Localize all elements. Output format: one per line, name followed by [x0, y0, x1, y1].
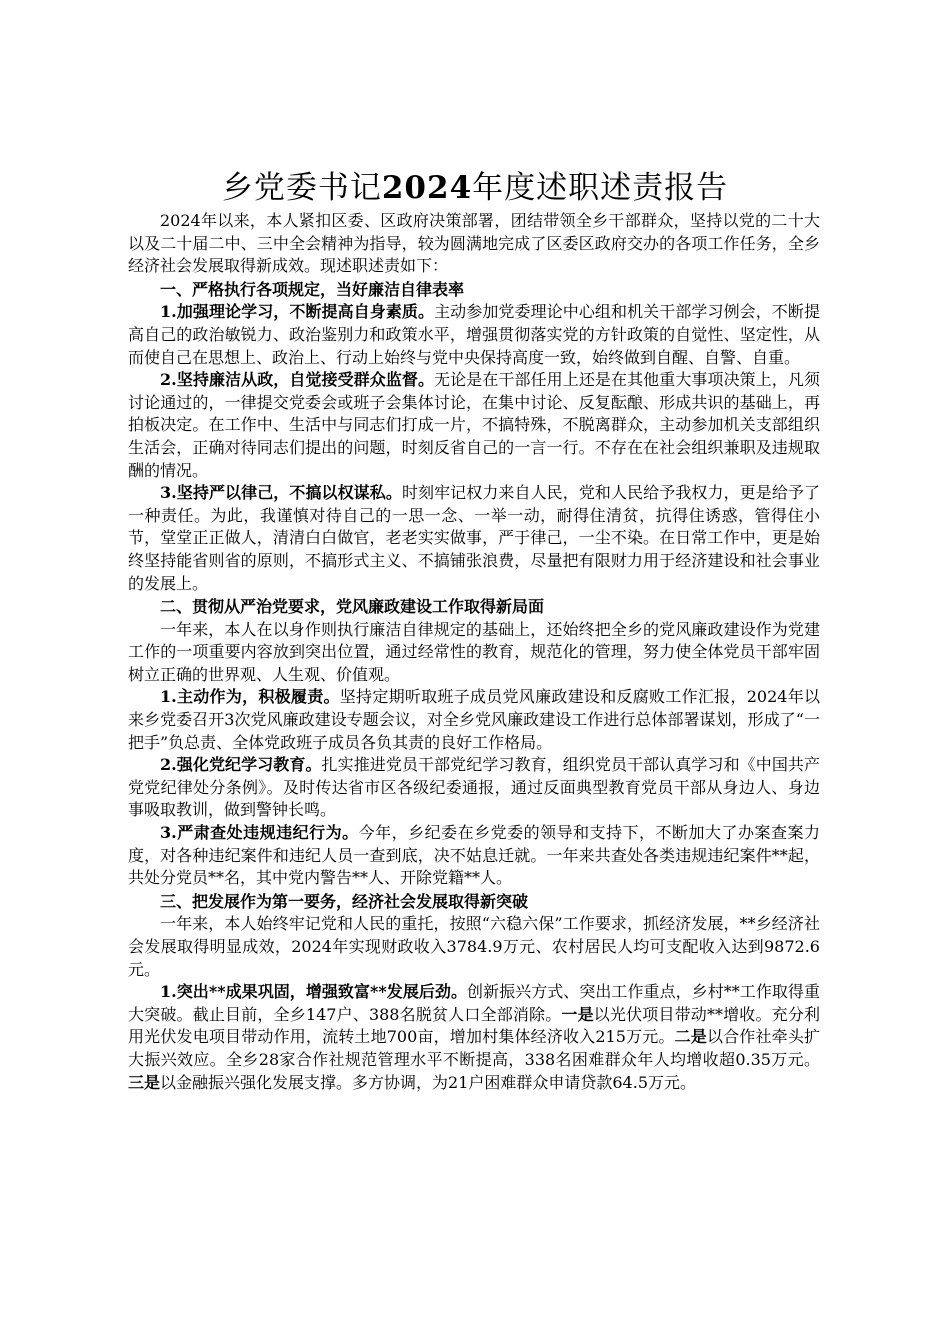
section-3-p1-b: 以光伏项目带动**增收。充分利用光伏发电项目带动作用，流转土地700亩，增加村集体经济收入215万元。: [128, 1004, 820, 1047]
title-suffix: 年度述职述责报告: [472, 170, 729, 206]
section-1-p1-text: 主动参加党委理论中心组和机关干部学习例会，不断提高自己的政治敏锐力、政治鉴别力和政策水平，增强贯彻落实党的方针政策的自觉性、坚定性，从而使自己在思想上、政治上、行动上始终与党中央保持高度一致，始终做到自醒、自警、自重。: [128, 302, 820, 367]
section-2-p2-lead: 2.强化党纪学习教育。: [160, 755, 322, 775]
section-1-paragraph-1: [128, 301, 820, 369]
section-1-heading: 一、严格执行各项规定，当好廉洁自律表率: [160, 279, 465, 299]
section-2-paragraph-2: [128, 754, 820, 822]
section-1-p1-lead: 1.加强理论学习，不断提高自身素质。: [160, 302, 435, 322]
intro-paragraph: 2024年以来，本人紧扣区委、区政府决策部署，团结带领全乡干部群众，坚持以党的二十大以及二十届二中、三中全会精神为指导，较为圆满地完成了区委区政府交办的各项工作任务，全乡经济社会发展取得新成效。现述职述责如下：: [128, 211, 820, 276]
section-3-p1-d-lead: 三是: [128, 1072, 161, 1092]
section-3-p1-lead: 1.突出**成果巩固，增强致富**发展后劲。: [160, 982, 468, 1002]
section-3-paragraph-1: [128, 981, 820, 1094]
section-2-p3-lead: 3.严肃查处违规违纪行为。: [160, 823, 359, 843]
section-2-intro: 一年来，本人在以身作则执行廉洁自律规定的基础上，还始终把全乡的党风廉政建设作为党建工作的一项重要内容放到突出位置，通过经常性的教育，规范化的管理，努力使全体党员干部牢固树立正确的世界观、人生观、价值观。: [128, 619, 820, 684]
section-2-paragraph-1: [128, 686, 820, 754]
section-2-p1-text: 坚持定期听取班子成员党风廉政建设和反腐败工作汇报，2024年以来乡党委召开3次党风廉政建设专题会议，对全乡党风廉政建设工作进行总体部署谋划，形成了“一把手”负总责、全体党政班子成员各负其责的良好工作格局。: [128, 687, 820, 752]
section-3-p1-c: 以合作社牵头扩大振兴效应。全乡28家合作社规范管理水平不断提高，338名困难群众年人均增收超0.35万元。: [128, 1027, 820, 1069]
section-2-p3-text: 今年，乡纪委在乡党委的领导和支持下，不断加大了办案查案力度，对各种违纪案件和违纪人员一查到底，决不姑息迁就。一年来共查处各类违规违纪案件**起，共处分党员**名，其中党内警告**人、开除党籍**人。: [128, 823, 820, 888]
title-year: 2024: [381, 170, 473, 206]
section-2-heading: 二、贯彻从严治党要求，党风廉政建设工作取得新局面: [160, 597, 545, 617]
section-3-p1-d: 以金融振兴强化发展支撑。多方协调，为21户困难群众申请贷款64.5万元。: [160, 1072, 697, 1092]
section-1-p3-lead: 3.坚持严以律己，不搞以权谋私。: [160, 483, 402, 503]
document-title: [0, 168, 950, 208]
section-2-paragraph-3: [128, 822, 820, 890]
document-body: [128, 210, 820, 1094]
section-3-p1-c-lead: 二是: [674, 1027, 707, 1047]
section-1-paragraph-3: [128, 482, 820, 595]
section-1-paragraph-2: [128, 369, 820, 482]
section-3-p1-b-lead: 一是: [561, 1004, 594, 1024]
section-2-p1-lead: 1.主动作为，积极履责。: [160, 687, 340, 707]
section-3-p1-a: 创新振兴方式、突出工作重点，乡村**工作取得重大突破。截止目前，全乡147户、388名脱贫人口全部消除。: [128, 982, 820, 1024]
section-1-p2-lead: 2.坚持廉洁从政，自觉接受群众监督。: [160, 370, 435, 390]
section-3-heading: 三、把发展作为第一要务，经济社会发展取得新突破: [160, 891, 529, 911]
section-1-p3-text: 时刻牢记权力来自人民，党和人民给予我权力，更是给予了一种责任。为此，我谨慎对待自己的一思一念、一举一动，耐得住清贫，抗得住诱惑，管得住小节，堂堂正正做人，清清白白做官，老老实实做事，严于律己，一尘不染。在日常工作中，更是始终坚持能省则省的原则，不搞形式主义、不搞铺张浪费，尽量把有限财力用于经济建设和社会事业的发展上。: [128, 483, 820, 593]
title-prefix: 乡党委书记: [221, 170, 382, 206]
section-1-p2-text: 无论是在干部任用上还是在其他重大事项决策上，凡须讨论通过的，一律提交党委会或班子会集体讨论，在集中讨论、反复酝酿、形成共识的基础上，再拍板决定。在工作中、生活中与同志们打成一片，不搞特殊，不脱离群众，主动参加机关支部组织生活会，正确对待同志们提出的问题，时刻反省自己的一言一行。不存在在社会组织兼职及违规取酬的情况。: [128, 370, 820, 480]
section-2-p2-text: 扎实推进党员干部党纪学习教育，组织党员干部认真学习和《中国共产党党纪律处分条例》。及时传达省市区各级纪委通报，通过反面典型教育党员干部从身边人、身边事吸取教训，做到警钟长鸣。: [128, 755, 820, 820]
section-3-intro: 一年来，本人始终牢记党和人民的重托，按照“六稳六保”工作要求，抓经济发展，**乡经济社会发展取得明显成效，2024年实现财政收入3784.9万元、农村居民人均可支配收入达到9872.6元。: [128, 914, 820, 979]
